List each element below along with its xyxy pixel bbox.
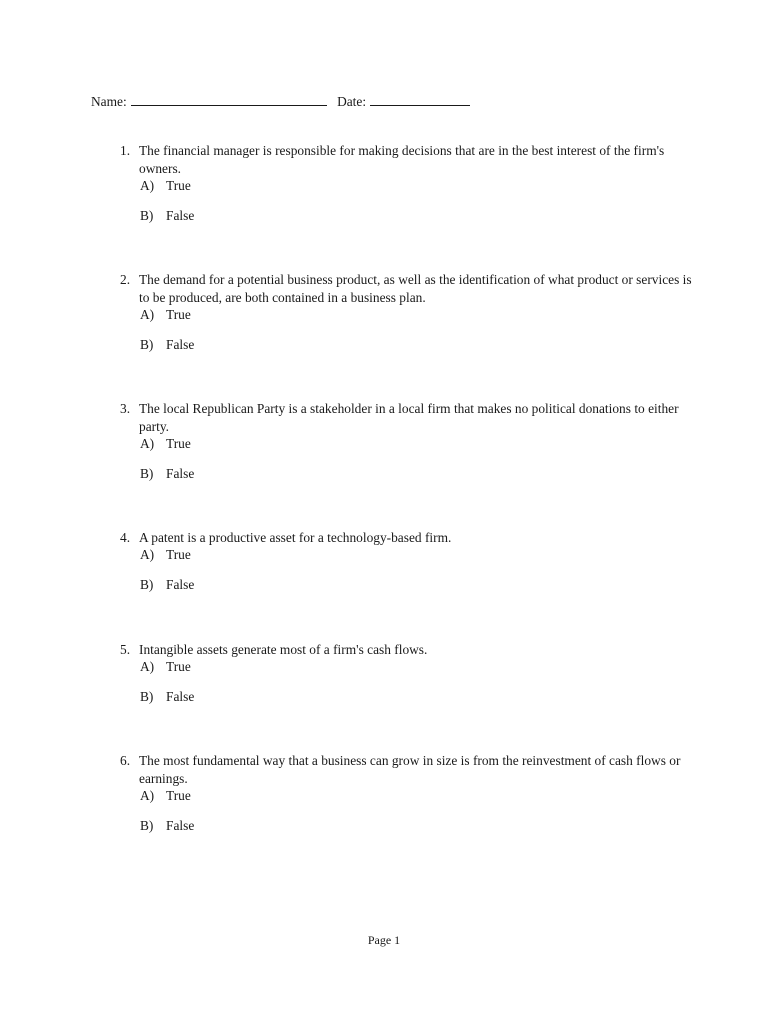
option-letter: B) xyxy=(140,689,154,704)
option-label: False xyxy=(166,466,195,481)
option-letter: A) xyxy=(140,788,155,803)
option-label: True xyxy=(166,436,191,451)
question-number: 5. xyxy=(120,642,131,657)
option-letter: A) xyxy=(140,659,155,674)
option-label: False xyxy=(166,818,195,833)
option-letter: A) xyxy=(140,547,155,562)
question-number: 4. xyxy=(120,530,131,545)
option-label: True xyxy=(166,178,191,193)
option-label: False xyxy=(166,577,195,592)
option-label: True xyxy=(166,659,191,674)
question-number: 2. xyxy=(120,272,131,287)
option-a[interactable] xyxy=(140,546,191,564)
option-a[interactable] xyxy=(140,177,191,195)
option-letter: A) xyxy=(140,436,155,451)
option-a[interactable] xyxy=(140,435,191,453)
option-letter: B) xyxy=(140,208,154,223)
question-text: A patent is a productive asset for a technology-based firm. xyxy=(139,530,452,545)
option-a[interactable] xyxy=(140,306,191,324)
option-a[interactable] xyxy=(140,787,191,805)
page-footer xyxy=(0,932,768,948)
date-blank-line[interactable] xyxy=(370,91,470,106)
option-letter: B) xyxy=(140,466,154,481)
option-b[interactable] xyxy=(140,465,194,483)
question-number: 1. xyxy=(120,143,131,158)
option-label: False xyxy=(166,337,195,352)
question-number: 3. xyxy=(120,401,131,416)
option-label: False xyxy=(166,208,195,223)
option-label: True xyxy=(166,547,191,562)
name-date-header xyxy=(91,91,470,111)
name-label: Name: xyxy=(91,94,127,109)
option-b[interactable] xyxy=(140,688,194,706)
option-letter: B) xyxy=(140,337,154,352)
option-b[interactable] xyxy=(140,336,194,354)
question-text: The most fundamental way that a business can grow in size is from the reinvestment of cash flows or earnings. xyxy=(139,753,681,786)
option-letter: B) xyxy=(140,818,154,833)
option-label: False xyxy=(166,689,195,704)
date-label: Date: xyxy=(337,94,367,109)
option-b[interactable] xyxy=(140,576,194,594)
question-text: The demand for a potential business product, as well as the identification of what product or services is to be produced, are both contained in a business plan. xyxy=(139,272,692,305)
question-text: The financial manager is responsible for making decisions that are in the best interest of the firm's owners. xyxy=(139,143,665,176)
name-blank-line[interactable] xyxy=(131,91,327,106)
page-number: Page 1 xyxy=(367,933,401,947)
option-label: True xyxy=(166,307,191,322)
option-b[interactable] xyxy=(140,207,194,225)
question-text: Intangible assets generate most of a firm's cash flows. xyxy=(139,642,428,657)
option-letter: A) xyxy=(140,307,155,322)
option-letter: B) xyxy=(140,577,154,592)
option-b[interactable] xyxy=(140,817,194,835)
question-text: The local Republican Party is a stakeholder in a local firm that makes no political donations to either party. xyxy=(139,401,679,434)
option-label: True xyxy=(166,788,191,803)
question-number: 6. xyxy=(120,753,131,768)
option-letter: A) xyxy=(140,178,155,193)
option-a[interactable] xyxy=(140,658,191,676)
